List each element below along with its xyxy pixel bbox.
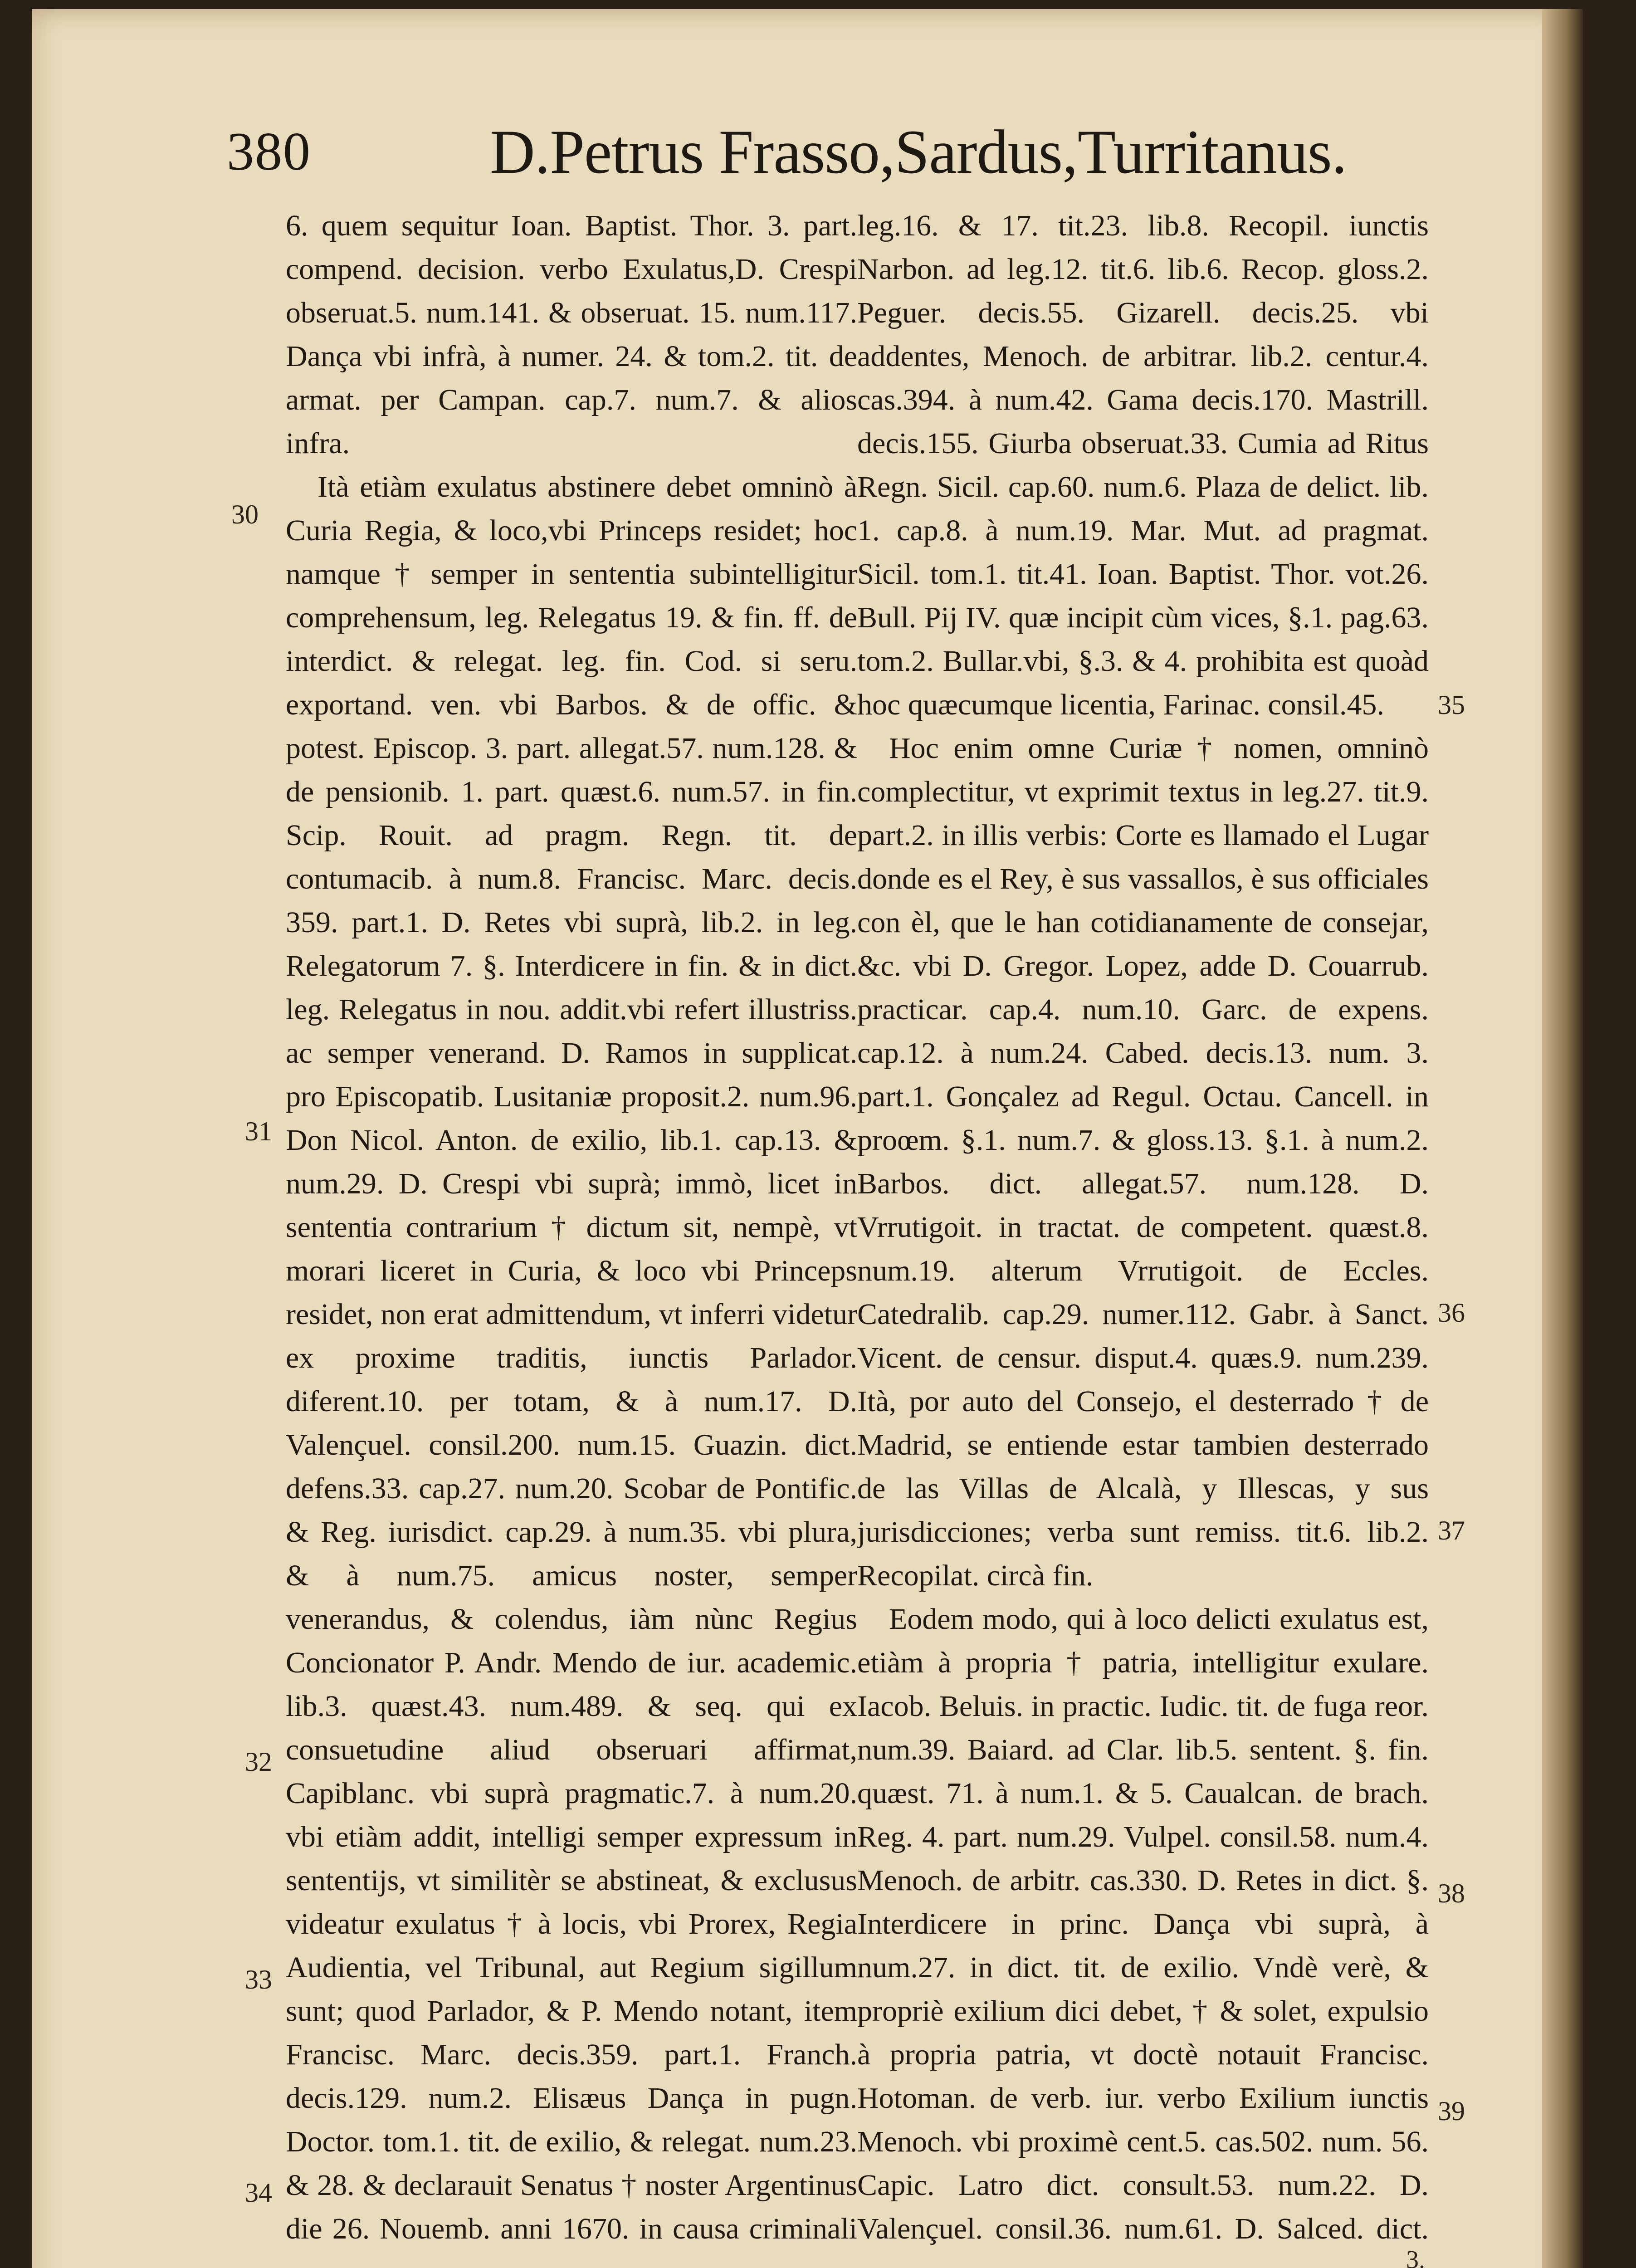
- running-title: D.Petrus Frasso,Sardus,Turritanus.: [490, 117, 1347, 186]
- margin-number-35: 35: [1438, 690, 1465, 720]
- left-column: [286, 204, 857, 2254]
- catchword: 3.: [1406, 2246, 1425, 2268]
- margin-number-30: 30: [231, 499, 259, 529]
- right-paragraph-1: leg.16. & 17. tit.23. lib.8. Recopil. iunctis Narbon. ad leg.12. tit.6. lib.6. Recop. gloss.2. Peguer. decis.55. Gizarell. decis.25. vbi addentes, Menoch. de arbitrar. lib.2. centur.4. cas.394. à num.42. Gama decis.170. Mastrill. decis.155. Giurba obseruat.33. Cumia ad Ritus Regn. Sicil. cap.60. num.6. Plaza de delict. lib. 1. cap.8. à num.19. Mar. Mut. ad pragmat. Sicil. tom.1. tit.41. Ioan. Baptist. Thor. vot.26. Bull. Pij IV. quæ incipit cùm vices, §.1. pag.63. tom.2. Bullar.vbi, §.3. & 4. prohibita est quoàd hoc quæcumque licentia, Farinac. consil.45.: [857, 209, 1429, 721]
- margin-number-37: 37: [1438, 1515, 1465, 1545]
- page-number: 380: [227, 121, 311, 181]
- margin-number-36: 36: [1438, 1298, 1465, 1328]
- margin-number-31: 31: [245, 1116, 272, 1146]
- page-header: [227, 117, 1451, 197]
- right-paragraph-3: Eodem modo, qui à loco delicti exulatus est, etiàm à propria † patria, intelligitur exulare. Iacob. Beluis. in practic. Iudic. tit. de fuga reor. num.39. Baiard. ad Clar. lib.5. sentent. §. fin. quæst. 71. à num.1. & 5. Caualcan. de brach. Reg. 4. part. num.29. Vulpel. consil.58. num.4. Menoch. de arbitr. cas.330. D. Retes in dict. §. Interdicere in princ. Dança vbi suprà, à num.27. in dict. tit. de exilio. Vndè verè, & propriè exilium dici debet, † & solet, expulsio à propria patria, vt doctè notauit Francisc. Hotoman. de verb. iur. verbo Exilium iunctis Menoch. vbi proximè cent.5. cas.502. num. 56. Capic. Latro dict. consult.53. num.22. D. Valençuel. consil.36. num.61. D. Salced. dict.: [857, 1603, 1429, 2245]
- right-column: [857, 204, 1429, 2254]
- right-paragraph-2: Hoc enim omne Curiæ † nomen, omninò complectitur, vt exprimit textus in leg.27. tit.9. part.2. in illis verbis: Corte es llamado el Lugar donde es el Rey, è sus vassallos, è sus officiales con èl, que le han cotidianamente de consejar, &c. vbi D. Gregor. Lopez, adde D. Couarrub. practicar. cap.4. num.10. Garc. de expens. cap.12. à num.24. Cabed. decis.13. num. 3. part.1. Gonçalez ad Regul. Octau. Cancell. in proœm. §.1. num.7. & gloss.13. §.1. à num.2. Barbos. dict. allegat.57. num.128. D. Vrrutigoit. in tractat. de competent. quæst.8. num.19. alterum Vrrutigoit. de Eccles. Catedralib. cap.29. numer.112. Gabr. à Sanct. Vicent. de censur. disput.4. quæs.9. num.239. Ità, por auto del Consejo, el desterrado † de Madrid, se entiende estar tambien desterrado de las Villas de Alcalà, y Illescas, y sus jurisdicciones; verba sunt remiss. tit.6. lib.2. Recopilat. circà fin.: [857, 732, 1429, 1592]
- margin-number-32: 32: [245, 1747, 272, 1777]
- book-spine-shadow: [1542, 9, 1583, 2268]
- book-page: [32, 9, 1583, 2268]
- margin-number-33: 33: [245, 1965, 272, 1994]
- margin-number-34: 34: [245, 2178, 272, 2208]
- margin-number-39: 39: [1438, 2096, 1465, 2126]
- left-paragraph-2: Ità etiàm exulatus abstinere debet omninò à Curia Regia, & loco,vbi Princeps residet; hoc namque † semper in sententia subintelligitur comprehensum, leg. Relegatus 19. & fin. ff. de interdict. & relegat. leg. fin. Cod. si seru. exportand. ven. vbi Barbos. & de offic. & potest. Episcop. 3. part. allegat.57. num.128. & de pensionib. 1. part. quæst.6. num.57. in fin. Scip. Rouit. ad pragm. Regn. tit. de contumacib. à num.8. Francisc. Marc. decis. 359. part.1. D. Retes vbi suprà, lib.2. in leg. Relegatorum 7. §. Interdicere in fin. & in dict. leg. Relegatus in nou. addit.vbi refert illustriss. ac semper venerand. D. Ramos in supplicat. pro Episcopatib. Lusitaniæ proposit.2. num.96. Don Nicol. Anton. de exilio, lib.1. cap.13. & num.29. D. Crespi vbi suprà; immò, licet in sententia contrarium † dictum sit, nempè, vt morari liceret in Curia, & loco vbi Princeps residet, non erat admittendum, vt inferri videtur ex proxime traditis, iunctis Parlador. diferent.10. per totam, & à num.17. D. Valençuel. consil.200. num.15. Guazin. dict. defens.33. cap.27. num.20. Scobar de Pontific. & Reg. iurisdict. cap.29. à num.35. vbi plura, & à num.75. amicus noster, semper venerandus, & colendus, iàm nùnc Regius Concionator P. Andr. Mendo de iur. academic. lib.3. quæst.43. num.489. & seq. qui ex consuetudine aliud obseruari affirmat, Capiblanc. vbi suprà pragmatic.7. à num.20. vbi etiàm addit, intelligi semper expressum in sententijs, vt similitèr se abstineat, & exclusus videatur exulatus † à locis, vbi Prorex, Regia Audientia, vel Tribunal, aut Regium sigillum sunt; quod Parlador, & P. Mendo notant, item Francisc. Marc. decis.359. part.1. Franch. decis.129. num.2. Elisæus Dança in pugn. Doctor. tom.1. tit. de exilio, & relegat. num.23. & 28. & declarauit Senatus † noster Argentinus die 26. Nouemb. anni 1670. in causa criminali: [286, 470, 857, 2245]
- margin-number-38: 38: [1438, 1878, 1465, 1908]
- left-paragraph-1: 6. quem sequitur Ioan. Baptist. Thor. 3. part. compend. decision. verbo Exulatus,D. Crespi obseruat.5. num.141. & obseruat. 15. num.117. Dança vbi infrà, à numer. 24. & tom.2. tit. de armat. per Campan. cap.7. num.7. & alios infra.: [286, 209, 857, 460]
